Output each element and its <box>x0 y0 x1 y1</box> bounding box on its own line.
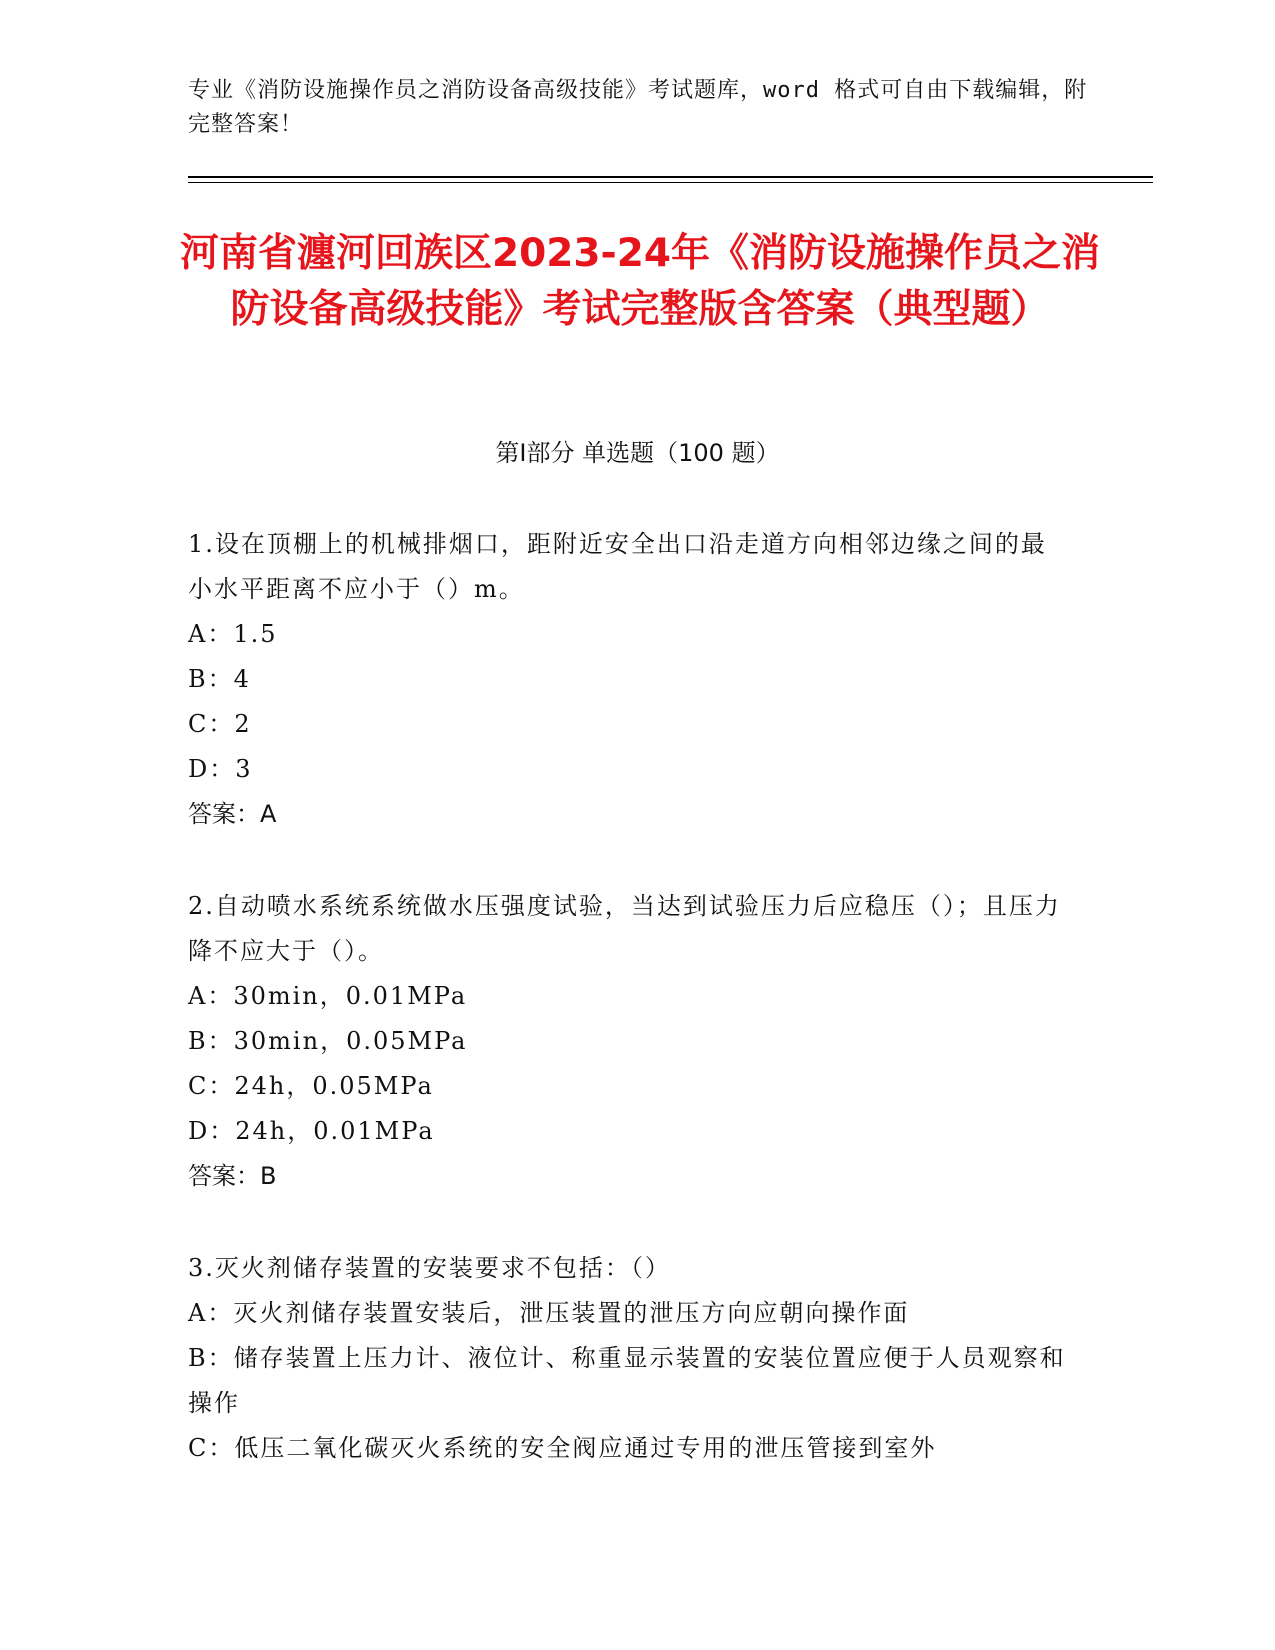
option-c: C：低压二氧化碳灭火系统的安全阀应通过专用的泄压管接到室外 <box>188 1434 937 1462</box>
question-list <box>188 522 1068 1471</box>
section-heading: 第Ⅰ部分 单选题（100 题） <box>495 439 780 467</box>
option-b: B：储存装置上压力计、液位计、称重显示装置的安装位置应便于人员观察和操作 <box>188 1344 1066 1417</box>
question-2 <box>188 884 1068 1199</box>
header-note: 专业《消防设施操作员之消防设备高级技能》考试题库，word 格式可自由下载编辑，附完整答案！ <box>188 78 1088 137</box>
question-3 <box>188 1246 1068 1471</box>
header-divider <box>188 176 1153 178</box>
option-c: C：2 <box>188 710 252 738</box>
question-stem: 1.设在顶棚上的机械排烟口，距附近安全出口沿走道方向相邻边缘之间的最小水平距离不应小于（）m。 <box>188 530 1047 603</box>
option-d: D：3 <box>188 755 253 783</box>
option-a: A：1.5 <box>188 620 278 648</box>
option-a: A：灭火剂储存装置安装后，泄压装置的泄压方向应朝向操作面 <box>188 1299 910 1327</box>
document-title: 河南省瀍河回族区2023-24年《消防设施操作员之消防设备高级技能》考试完整版含答案（典型题） <box>180 231 1101 332</box>
question-stem: 2.自动喷水系统系统做水压强度试验，当达到试验压力后应稳压（）；且压力降不应大于（）。 <box>188 892 1061 965</box>
option-d: D：24h，0.01MPa <box>188 1117 435 1145</box>
question-1 <box>188 522 1068 837</box>
option-b: B：4 <box>188 665 251 693</box>
header-divider-thin <box>188 182 1153 183</box>
answer: 答案：A <box>188 800 277 828</box>
option-b: B：30min，0.05MPa <box>188 1027 468 1055</box>
question-stem: 3.灭火剂储存装置的安装要求不包括：（） <box>188 1254 671 1282</box>
option-c: C：24h，0.05MPa <box>188 1072 434 1100</box>
option-a: A：30min，0.01MPa <box>188 982 468 1010</box>
answer: 答案：B <box>188 1162 277 1190</box>
